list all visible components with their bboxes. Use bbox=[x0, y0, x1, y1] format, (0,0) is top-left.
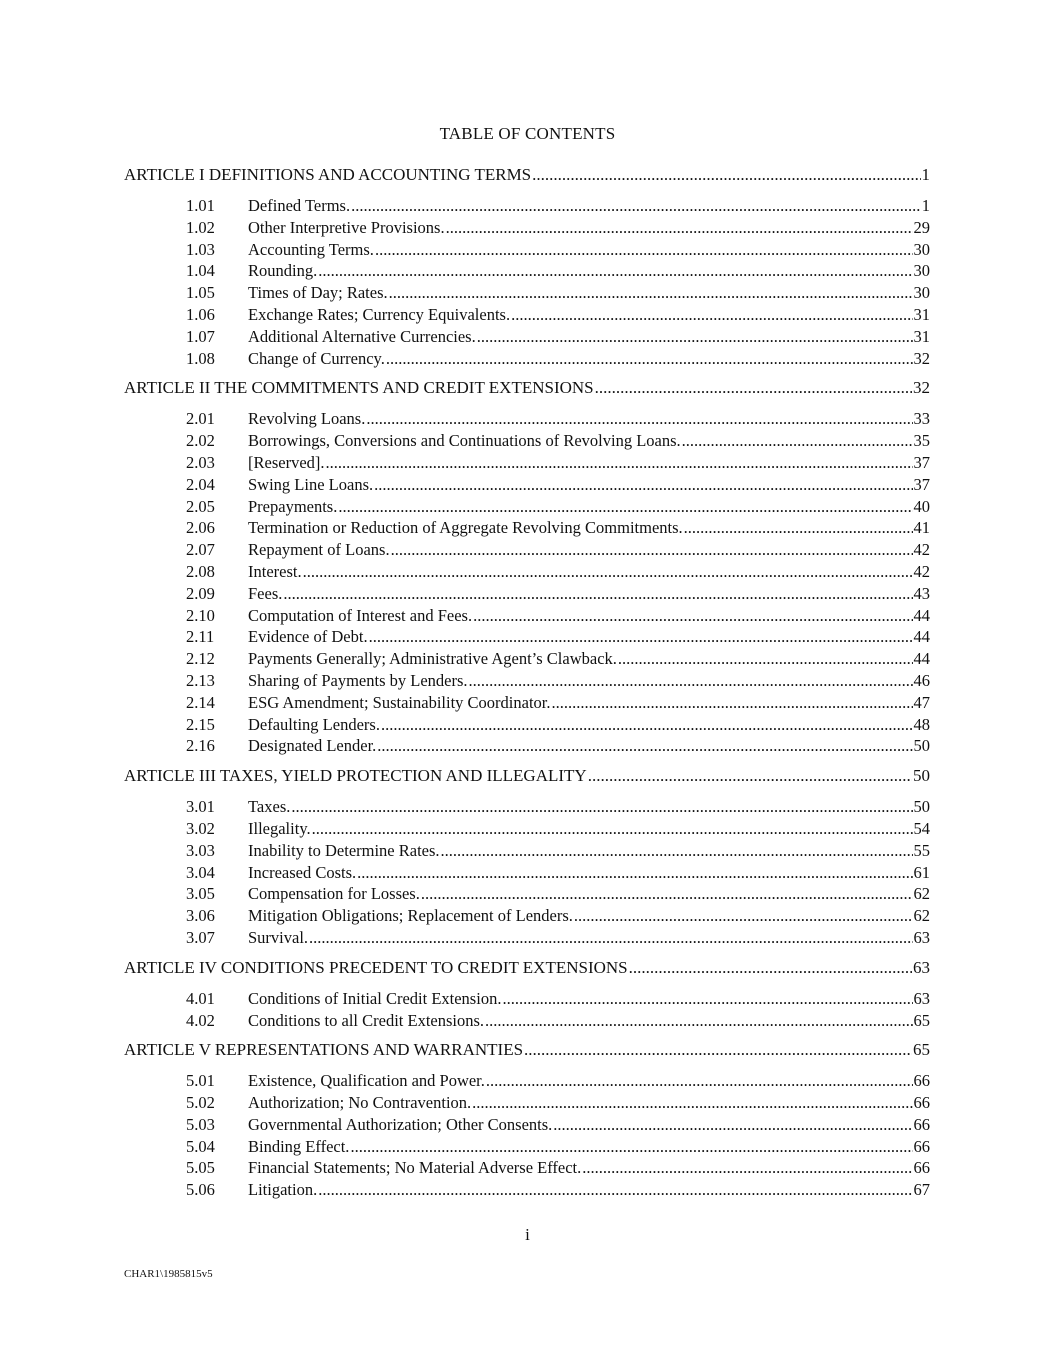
toc-section-entry[interactable] bbox=[124, 326, 930, 348]
article-title: ARTICLE II THE COMMITMENTS AND CREDIT EXTENSIONS bbox=[124, 378, 594, 398]
section-page: 66 bbox=[913, 1093, 930, 1113]
section-page: 32 bbox=[913, 348, 930, 368]
section-number: 5.06 bbox=[186, 1180, 215, 1200]
section-page: 62 bbox=[913, 906, 930, 926]
toc-section-entry[interactable] bbox=[124, 496, 930, 518]
section-title: Conditions to all Credit Extensions. bbox=[248, 1010, 485, 1030]
section-page: 1 bbox=[921, 196, 930, 215]
section-page: 33 bbox=[913, 409, 930, 429]
article-title: ARTICLE III TAXES, YIELD PROTECTION AND ILLEGALITY bbox=[124, 766, 587, 786]
toc-section-entry[interactable] bbox=[124, 1070, 930, 1092]
dot-leader bbox=[682, 430, 913, 452]
section-page: 67 bbox=[913, 1180, 930, 1200]
section-title: Defined Terms. bbox=[248, 196, 351, 215]
section-page: 62 bbox=[913, 884, 930, 904]
section-title: Conditions of Initial Credit Extension. bbox=[248, 988, 502, 1008]
section-page: 66 bbox=[913, 1136, 930, 1156]
toc-section-entry[interactable] bbox=[124, 348, 930, 370]
toc-article-heading[interactable] bbox=[124, 957, 930, 979]
toc-article-heading[interactable] bbox=[124, 765, 930, 787]
section-page: 65 bbox=[913, 1010, 930, 1030]
section-number: 5.02 bbox=[186, 1093, 215, 1113]
section-title: Litigation. bbox=[248, 1180, 318, 1200]
section-number: 2.11 bbox=[186, 627, 215, 647]
section-page: 61 bbox=[913, 862, 930, 882]
section-number: 1.07 bbox=[186, 326, 215, 346]
section-number: 2.05 bbox=[186, 496, 215, 516]
section-page: 50 bbox=[913, 797, 930, 817]
section-number: 3.06 bbox=[186, 906, 215, 926]
dot-leader bbox=[588, 765, 912, 787]
section-title: Fees. bbox=[248, 583, 283, 603]
section-title: Additional Alternative Currencies. bbox=[248, 326, 476, 346]
toc-section-entry[interactable] bbox=[124, 988, 930, 1010]
toc-section-entry[interactable] bbox=[124, 735, 930, 757]
dot-leader bbox=[441, 840, 913, 862]
dot-leader bbox=[472, 1092, 912, 1114]
section-number: 1.08 bbox=[186, 348, 215, 368]
section-title: Inability to Determine Rates. bbox=[248, 840, 440, 860]
dot-leader bbox=[375, 239, 913, 261]
section-page: 42 bbox=[913, 540, 930, 560]
section-number: 2.12 bbox=[186, 649, 215, 669]
toc-section-entry[interactable] bbox=[124, 840, 930, 862]
toc-section-entry[interactable] bbox=[124, 1114, 930, 1136]
section-title: Prepayments. bbox=[248, 496, 338, 516]
section-number: 1.02 bbox=[186, 217, 215, 237]
dot-leader bbox=[524, 1039, 912, 1061]
section-title: Compensation for Losses. bbox=[248, 884, 420, 904]
dot-leader bbox=[629, 957, 912, 979]
section-title: Computation of Interest and Fees. bbox=[248, 605, 473, 625]
section-page: 30 bbox=[913, 239, 930, 259]
toc-section-entry[interactable] bbox=[124, 239, 930, 261]
section-page: 29 bbox=[913, 217, 930, 237]
section-title: Times of Day; Rates. bbox=[248, 283, 388, 303]
section-title: Taxes. bbox=[248, 797, 291, 817]
dot-leader bbox=[312, 818, 913, 840]
toc-section-entry[interactable] bbox=[124, 583, 930, 605]
toc-section-entry[interactable] bbox=[124, 430, 930, 452]
section-number: 1.05 bbox=[186, 283, 215, 303]
dot-leader bbox=[618, 648, 913, 670]
section-title: Sharing of Payments by Lenders. bbox=[248, 670, 468, 690]
section-number: 4.01 bbox=[186, 988, 215, 1008]
section-page: 40 bbox=[913, 496, 930, 516]
section-title: Revolving Loans. bbox=[248, 409, 366, 429]
dot-leader bbox=[351, 195, 921, 217]
section-page: 31 bbox=[913, 304, 930, 324]
dot-leader bbox=[309, 927, 912, 949]
dot-leader bbox=[595, 377, 912, 399]
section-title: Existence, Qualification and Power. bbox=[248, 1071, 485, 1091]
dot-leader bbox=[582, 1157, 912, 1179]
toc-section-entry[interactable] bbox=[124, 260, 930, 282]
section-title: Interest. bbox=[248, 561, 302, 581]
dot-leader bbox=[283, 583, 912, 605]
toc-section-entry[interactable] bbox=[124, 517, 930, 539]
toc-section-entry[interactable] bbox=[124, 905, 930, 927]
section-page: 48 bbox=[913, 714, 930, 734]
section-title: Other Interpretive Provisions. bbox=[248, 217, 445, 237]
dot-leader bbox=[553, 1114, 912, 1136]
toc-section-entry[interactable] bbox=[124, 217, 930, 239]
section-number: 2.04 bbox=[186, 474, 215, 494]
dot-leader bbox=[552, 692, 913, 714]
section-title: Governmental Authorization; Other Consents. bbox=[248, 1114, 553, 1134]
section-number: 3.03 bbox=[186, 840, 215, 860]
section-page: 43 bbox=[913, 583, 930, 603]
toc-section-entry[interactable] bbox=[124, 714, 930, 736]
section-number: 3.02 bbox=[186, 818, 215, 838]
dot-leader bbox=[511, 304, 912, 326]
section-number: 2.07 bbox=[186, 540, 215, 560]
dot-leader bbox=[421, 883, 913, 905]
toc-section-entry[interactable] bbox=[124, 883, 930, 905]
toc-section-entry[interactable] bbox=[124, 282, 930, 304]
article-page: 63 bbox=[913, 957, 930, 977]
section-title: Accounting Terms. bbox=[248, 239, 374, 259]
article-page: 65 bbox=[913, 1040, 930, 1060]
section-number: 3.01 bbox=[186, 797, 215, 817]
dot-leader bbox=[391, 539, 913, 561]
section-page: 46 bbox=[913, 670, 930, 690]
toc-section-entry[interactable] bbox=[124, 862, 930, 884]
dot-leader bbox=[446, 217, 913, 239]
article-title: ARTICLE I DEFINITIONS AND ACCOUNTING TERMS bbox=[124, 165, 532, 184]
toc-section-entry[interactable] bbox=[124, 648, 930, 670]
section-number: 5.04 bbox=[186, 1136, 215, 1156]
section-page: 54 bbox=[913, 818, 930, 838]
dot-leader bbox=[532, 164, 920, 186]
section-page: 63 bbox=[913, 988, 930, 1008]
toc-section-entry[interactable] bbox=[124, 1010, 930, 1032]
dot-leader bbox=[485, 1010, 912, 1032]
section-title: Change of Currency. bbox=[248, 348, 385, 368]
section-page: 55 bbox=[913, 840, 930, 860]
section-title: Payments Generally; Administrative Agent’s Clawback. bbox=[248, 649, 617, 669]
section-number: 2.09 bbox=[186, 583, 215, 603]
dot-leader bbox=[377, 735, 912, 757]
section-title: Binding Effect. bbox=[248, 1136, 350, 1156]
toc-section-entry[interactable] bbox=[124, 692, 930, 714]
section-title: Evidence of Debt. bbox=[248, 627, 368, 647]
toc-section-entry[interactable] bbox=[124, 605, 930, 627]
dot-leader bbox=[381, 714, 913, 736]
toc-section-entry[interactable] bbox=[124, 195, 930, 217]
section-page: 42 bbox=[913, 561, 930, 581]
section-page: 44 bbox=[913, 649, 930, 669]
toc-section-entry[interactable] bbox=[124, 304, 930, 326]
section-number: 2.03 bbox=[186, 452, 215, 472]
section-number: 5.01 bbox=[186, 1071, 215, 1091]
toc-section-entry[interactable] bbox=[124, 474, 930, 496]
section-title: Borrowings, Conversions and Continuations of Revolving Loans. bbox=[248, 431, 681, 451]
section-number: 3.05 bbox=[186, 884, 215, 904]
section-number: 3.07 bbox=[186, 927, 215, 947]
section-number: 2.08 bbox=[186, 561, 215, 581]
section-number: 3.04 bbox=[186, 862, 215, 882]
section-title: [Reserved]. bbox=[248, 452, 325, 472]
section-title: Termination or Reduction of Aggregate Revolving Commitments. bbox=[248, 518, 683, 538]
section-number: 2.10 bbox=[186, 605, 215, 625]
section-page: 47 bbox=[913, 692, 930, 712]
section-number: 1.03 bbox=[186, 239, 215, 259]
section-number: 1.06 bbox=[186, 304, 215, 324]
section-page: 35 bbox=[913, 431, 930, 451]
section-title: Financial Statements; No Material Adverse Effect. bbox=[248, 1158, 582, 1178]
section-page: 30 bbox=[913, 283, 930, 303]
page-number: i bbox=[525, 1225, 530, 1244]
dot-leader bbox=[473, 605, 912, 627]
section-page: 44 bbox=[913, 605, 930, 625]
section-number: 5.05 bbox=[186, 1158, 215, 1178]
dot-leader bbox=[386, 348, 913, 370]
toc-section-entry[interactable] bbox=[124, 1157, 930, 1179]
section-number: 1.01 bbox=[186, 196, 215, 215]
toc-section-entry[interactable] bbox=[124, 1179, 930, 1201]
section-title: ESG Amendment; Sustainability Coordinator. bbox=[248, 692, 551, 712]
section-number: 2.16 bbox=[186, 736, 215, 756]
dot-leader bbox=[318, 1179, 912, 1201]
dot-leader bbox=[477, 326, 913, 348]
toc-section-entry[interactable] bbox=[124, 408, 930, 430]
toc-article-heading[interactable] bbox=[124, 377, 930, 399]
article-title: ARTICLE V REPRESENTATIONS AND WARRANTIES bbox=[124, 1040, 524, 1060]
section-number: 2.15 bbox=[186, 714, 215, 734]
dot-leader bbox=[684, 517, 913, 539]
toc-section-entry[interactable] bbox=[124, 818, 930, 840]
toc-section-entry[interactable] bbox=[124, 1136, 930, 1158]
dot-leader bbox=[303, 561, 913, 583]
dot-leader bbox=[374, 474, 912, 496]
section-page: 44 bbox=[913, 627, 930, 647]
article-page: 50 bbox=[913, 766, 930, 786]
section-number: 2.01 bbox=[186, 409, 215, 429]
section-title: Rounding. bbox=[248, 261, 318, 281]
section-page: 66 bbox=[913, 1158, 930, 1178]
section-page: 41 bbox=[913, 518, 930, 538]
section-page: 30 bbox=[913, 261, 930, 281]
article-page: 1 bbox=[921, 165, 930, 184]
section-number: 2.02 bbox=[186, 431, 215, 451]
toc-section-entry[interactable] bbox=[124, 539, 930, 561]
section-title: Repayment of Loans. bbox=[248, 540, 390, 560]
toc-article-heading[interactable] bbox=[124, 164, 930, 186]
dot-leader bbox=[366, 408, 912, 430]
section-number: 5.03 bbox=[186, 1114, 215, 1134]
toc-section-entry[interactable] bbox=[124, 927, 930, 949]
toc-section-entry[interactable] bbox=[124, 796, 930, 818]
dot-leader bbox=[389, 282, 913, 304]
section-title: Mitigation Obligations; Replacement of Lenders. bbox=[248, 906, 573, 926]
toc-section-entry[interactable] bbox=[124, 626, 930, 648]
section-number: 2.14 bbox=[186, 692, 215, 712]
toc-article-heading[interactable] bbox=[124, 1039, 930, 1061]
dot-leader bbox=[469, 670, 913, 692]
section-title: Authorization; No Contravention. bbox=[248, 1093, 472, 1113]
toc-section-entry[interactable] bbox=[124, 561, 930, 583]
toc-title: TABLE OF CONTENTS bbox=[439, 124, 616, 143]
dot-leader bbox=[486, 1070, 913, 1092]
section-number: 1.04 bbox=[186, 261, 215, 281]
document-id: CHAR1\1985815v5 bbox=[124, 1268, 213, 1280]
dot-leader bbox=[350, 1136, 912, 1158]
dot-leader bbox=[291, 796, 912, 818]
section-title: Swing Line Loans. bbox=[248, 474, 374, 494]
section-page: 37 bbox=[913, 452, 930, 472]
section-number: 2.13 bbox=[186, 670, 215, 690]
section-title: Illegality. bbox=[248, 818, 311, 838]
section-number: 4.02 bbox=[186, 1010, 215, 1030]
article-title: ARTICLE IV CONDITIONS PRECEDENT TO CREDIT EXTENSIONS bbox=[124, 957, 628, 977]
dot-leader bbox=[326, 452, 913, 474]
section-number: 2.06 bbox=[186, 518, 215, 538]
toc-section-entry[interactable] bbox=[124, 452, 930, 474]
dot-leader bbox=[369, 626, 913, 648]
section-title: Exchange Rates; Currency Equivalents. bbox=[248, 304, 511, 324]
section-page: 37 bbox=[913, 474, 930, 494]
section-page: 50 bbox=[913, 736, 930, 756]
section-page: 66 bbox=[913, 1071, 930, 1091]
section-title: Survival. bbox=[248, 927, 309, 947]
section-title: Increased Costs. bbox=[248, 862, 357, 882]
dot-leader bbox=[502, 988, 912, 1010]
section-title: Defaulting Lenders. bbox=[248, 714, 380, 734]
dot-leader bbox=[318, 260, 912, 282]
toc-section-entry[interactable] bbox=[124, 1092, 930, 1114]
section-title: Designated Lender. bbox=[248, 736, 377, 756]
dot-leader bbox=[338, 496, 912, 518]
toc-section-entry[interactable] bbox=[124, 670, 930, 692]
section-page: 66 bbox=[913, 1114, 930, 1134]
section-page: 31 bbox=[913, 326, 930, 346]
dot-leader bbox=[357, 862, 912, 884]
article-page: 32 bbox=[913, 378, 930, 398]
table-of-contents bbox=[124, 164, 930, 1201]
section-page: 63 bbox=[913, 927, 930, 947]
dot-leader bbox=[574, 905, 913, 927]
